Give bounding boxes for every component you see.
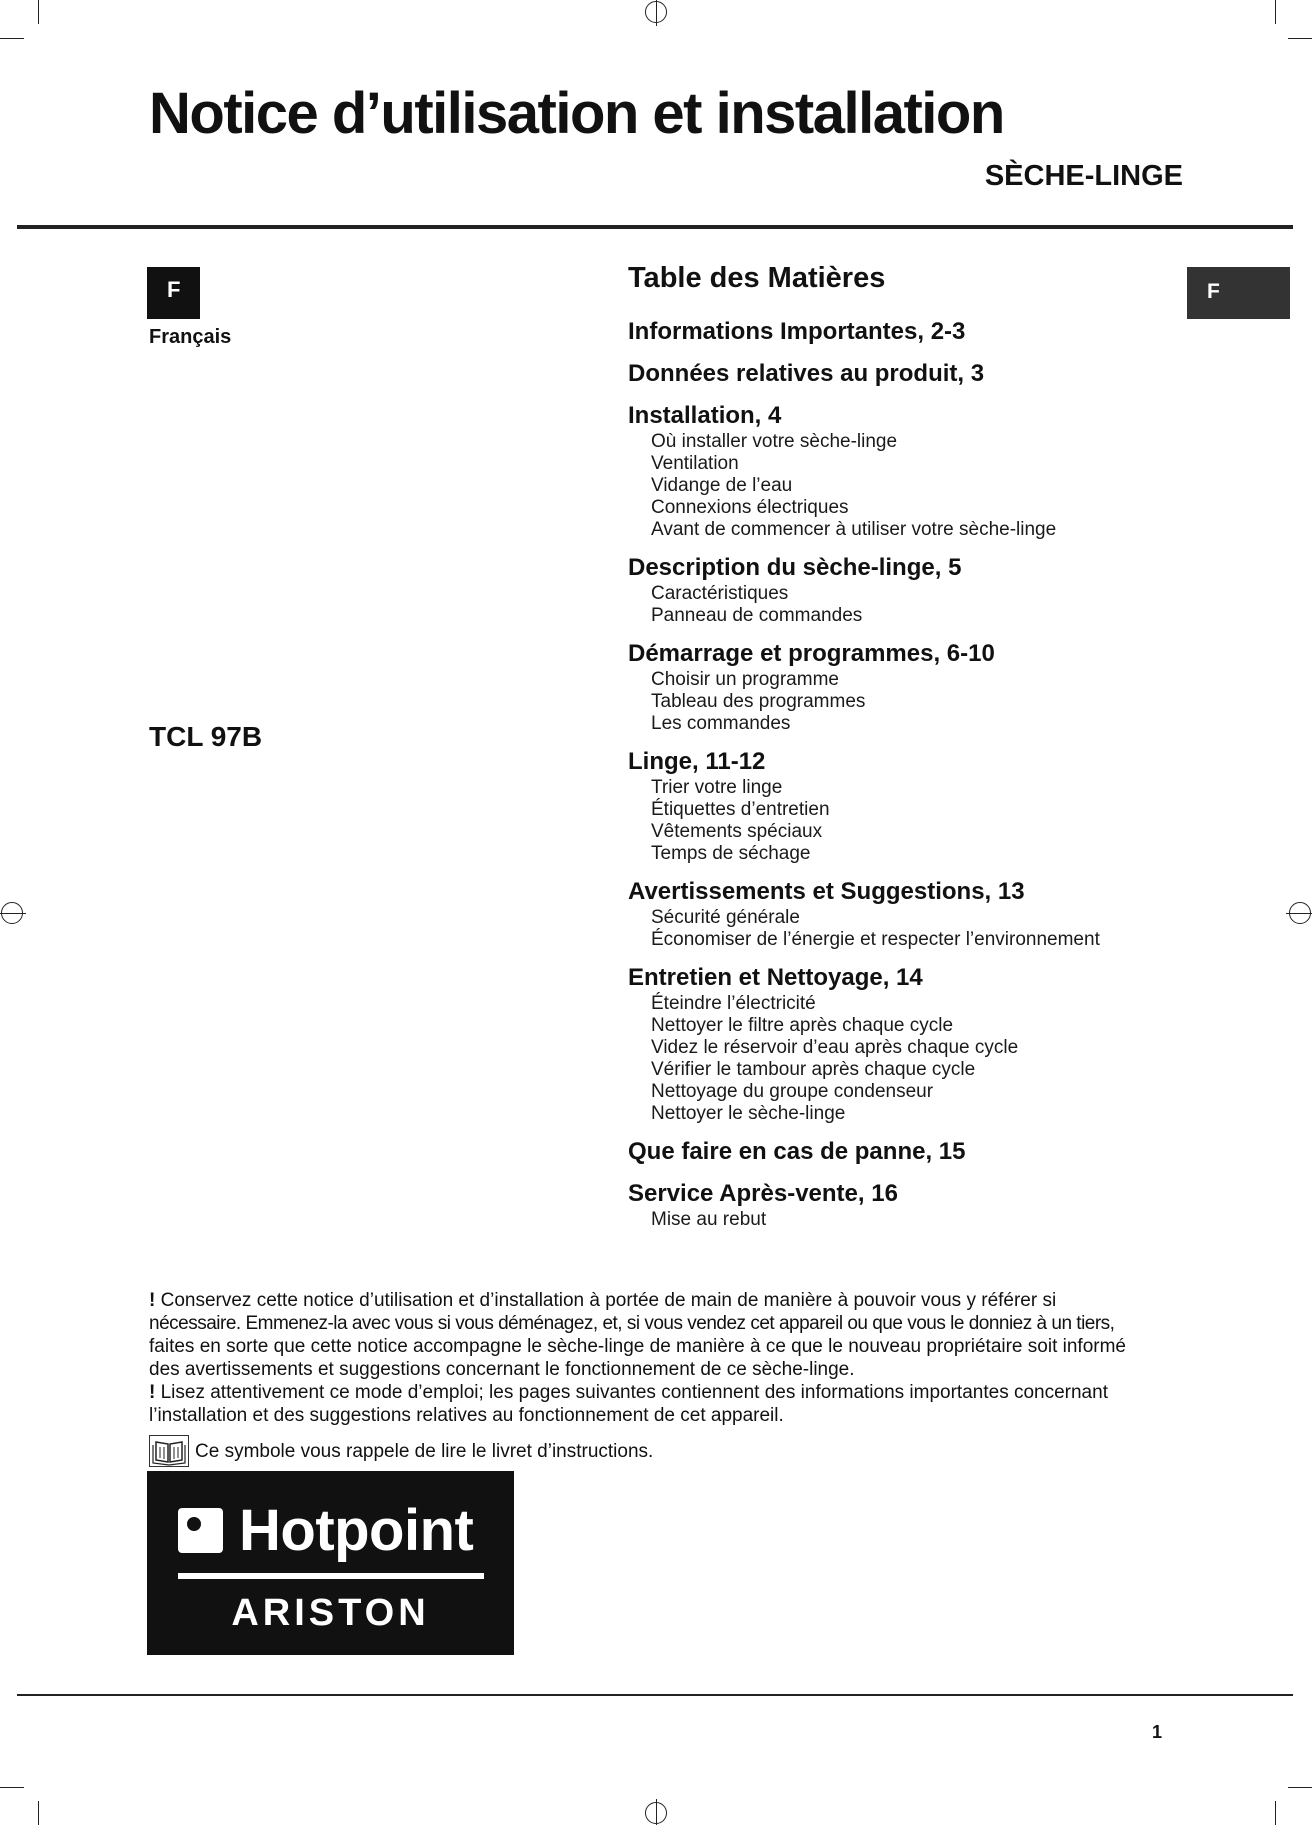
toc-subitem: Avant de commencer à utiliser votre sèche-linge <box>651 519 1057 540</box>
toc-subitem: Temps de séchage <box>651 843 811 864</box>
toc-subitems <box>628 669 1188 735</box>
toc-subitem: Où installer votre sèche-linge <box>651 431 898 452</box>
toc-subitem: Vidange de l’eau <box>651 475 793 496</box>
symbol-text: Ce symbole vous rappele de lire le livret d’instructions. <box>195 1440 654 1462</box>
toc-section-title: Que faire en cas de panne, 15 <box>628 1138 966 1165</box>
symbol-explanation <box>149 1435 1189 1467</box>
toc-subitem: Nettoyer le sèche-linge <box>651 1103 846 1124</box>
toc-subitem: Les commandes <box>651 713 791 734</box>
note-line: l’installation et des suggestions relatives au fonctionnement de cet appareil. <box>149 1405 784 1426</box>
toc-section <box>628 747 1188 865</box>
book-icon <box>149 1435 189 1467</box>
toc-section-title: Installation, 4 <box>628 402 782 429</box>
toc-subitems <box>628 431 1188 541</box>
toc-subitem: Tableau des programmes <box>651 691 866 712</box>
note-line: nécessaire. Emmenez-la avec vous si vous déménagez, et, si vous vendez cet appareil ou que vous le donniez à un tiers, <box>149 1313 1115 1334</box>
toc-section <box>628 877 1188 951</box>
toc-section-title: Avertissements et Suggestions, 13 <box>628 878 1025 905</box>
toc-section-title: Données relatives au produit, 3 <box>628 360 985 387</box>
language-badge: F <box>147 267 200 319</box>
toc-subitem: Ventilation <box>651 453 739 474</box>
toc-section-title: Linge, 11-12 <box>628 748 766 775</box>
model-number: TCL 97B <box>149 721 263 752</box>
page-number: 1 <box>1152 1722 1163 1742</box>
toc-subitem: Caractéristiques <box>651 583 789 604</box>
toc-subitem: Trier votre linge <box>651 777 783 798</box>
toc-section <box>628 1137 1188 1167</box>
toc-section-title: Démarrage et programmes, 6-10 <box>628 640 995 667</box>
toc-section <box>628 1179 1188 1231</box>
toc-subitem: Nettoyage du groupe condenseur <box>651 1081 934 1102</box>
toc-subitem: Videz le réservoir d’eau après chaque cycle <box>651 1037 1019 1058</box>
toc-section <box>628 639 1188 735</box>
registration-mark-line <box>0 913 26 914</box>
exclamation-mark: ! <box>149 1290 156 1311</box>
brand-logo <box>147 1471 514 1655</box>
logo-brand: Hotpoint <box>239 1498 474 1563</box>
toc-subitem: Panneau de commandes <box>651 605 863 626</box>
toc-subitems <box>628 993 1188 1125</box>
toc-section-title: Entretien et Nettoyage, 14 <box>628 964 923 991</box>
toc-subitem: Mise au rebut <box>651 1209 767 1230</box>
toc-subitem: Éteindre l’électricité <box>651 993 816 1014</box>
note-line: faites en sorte que cette notice accompagne le sèche-linge de manière à ce que le nouveau propriétaire soit informé <box>149 1336 1126 1357</box>
header-divider <box>17 225 1293 229</box>
toc-sections <box>628 317 1188 1231</box>
language-name: Français <box>149 326 232 348</box>
crop-mark <box>38 1801 39 1825</box>
toc-section <box>628 401 1188 541</box>
note-line <box>149 1289 1189 1312</box>
logo-sub-brand: ARISTON <box>231 1592 430 1634</box>
toc-subitems <box>628 1209 1188 1231</box>
page-subtitle: SÈCHE-LINGE <box>984 160 1183 192</box>
toc-section-title: Description du sèche-linge, 5 <box>628 554 962 581</box>
note-line: des avertissements et suggestions concernant le fonctionnement de ce sèche-linge. <box>149 1359 855 1380</box>
toc-section-title: Informations Importantes, 2-3 <box>628 318 966 345</box>
note-keep-manual <box>149 1289 1189 1381</box>
toc-subitem: Connexions électriques <box>651 497 849 518</box>
crop-mark <box>0 38 24 39</box>
toc-subitem: Étiquettes d’entretien <box>651 799 830 820</box>
page-title: Notice d’utilisation et installation <box>149 81 1004 146</box>
footer-divider <box>17 1694 1293 1696</box>
crop-mark <box>38 0 39 24</box>
toc-subitem: Vérifier le tambour après chaque cycle <box>651 1059 976 1080</box>
usage-notes <box>149 1289 1189 1467</box>
toc-section <box>628 359 1188 389</box>
toc-subitem: Économiser de l’énergie et respecter l’environnement <box>651 929 1100 950</box>
table-of-contents <box>628 262 1188 1243</box>
crop-mark <box>1288 1787 1312 1788</box>
logo-bar <box>178 1573 484 1579</box>
crop-mark <box>0 1787 24 1788</box>
note-text: Conservez cette notice d’utilisation et d’installation à portée de main de manière à pouvoir vous y référer si <box>160 1290 1057 1311</box>
toc-section <box>628 963 1188 1125</box>
toc-subitems <box>628 777 1188 865</box>
note-text: Lisez attentivement ce mode d’emploi; les pages suivantes contiennent des informations importantes concernant <box>160 1382 1108 1403</box>
note-read-carefully <box>149 1381 1189 1427</box>
logo-square-icon <box>178 1508 223 1553</box>
toc-subitem: Nettoyer le filtre après chaque cycle <box>651 1015 954 1036</box>
toc-subitems <box>628 583 1188 627</box>
crop-mark <box>1275 0 1276 24</box>
toc-section <box>628 317 1188 347</box>
toc-subitem: Vêtements spéciaux <box>651 821 823 842</box>
exclamation-mark: ! <box>149 1382 156 1403</box>
toc-heading: Table des Matières <box>628 262 886 294</box>
registration-mark-line <box>656 0 657 26</box>
toc-section <box>628 553 1188 627</box>
toc-subitem: Sécurité générale <box>651 907 800 928</box>
registration-mark-line <box>656 1799 657 1825</box>
toc-section-title: Service Après-vente, 16 <box>628 1180 898 1207</box>
crop-mark <box>1275 1801 1276 1825</box>
note-line <box>149 1381 1189 1404</box>
toc-subitem: Choisir un programme <box>651 669 839 690</box>
toc-subitems <box>628 907 1188 951</box>
crop-mark <box>1288 38 1312 39</box>
language-tab: F <box>1187 267 1290 319</box>
registration-mark-line <box>1286 913 1312 914</box>
